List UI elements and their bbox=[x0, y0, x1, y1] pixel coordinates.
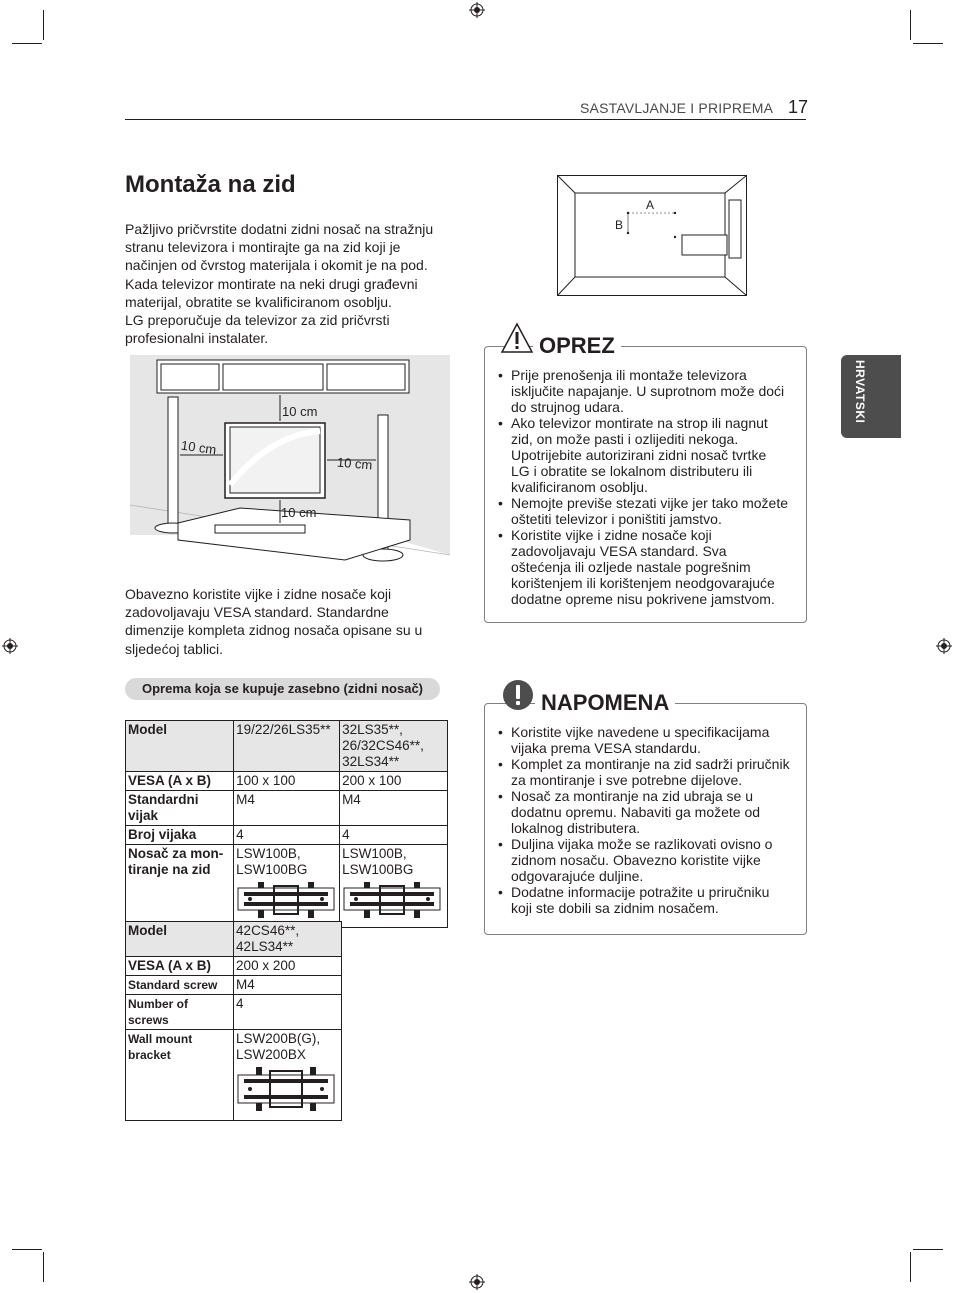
intro-paragraph bbox=[125, 220, 450, 347]
header-rule bbox=[125, 119, 806, 120]
language-tab-label: HRVATSKI bbox=[853, 360, 867, 424]
note-item: • Nosač za montiranje na zid ubraja se u dodatnu opremu. Nabaviti ga možete od lokalnog distributera. bbox=[498, 788, 798, 836]
wall-bracket-image bbox=[236, 880, 336, 920]
bracket-header: Wall mount bracket bbox=[126, 1030, 234, 1121]
crop-mark bbox=[43, 1252, 44, 1282]
caution-list bbox=[498, 367, 798, 607]
note-title: NAPOMENA bbox=[535, 690, 675, 716]
clearance-left-label: 10 cm bbox=[180, 437, 218, 458]
optional-accessory-label: Oprema koja se kupuje zasebno (zidni nosač) bbox=[125, 678, 440, 700]
screw-count-header: Number of screws bbox=[126, 995, 234, 1030]
clearance-top-label: 10 cm bbox=[282, 404, 318, 419]
exclamation-icon bbox=[502, 679, 534, 711]
tv-back-vesa-diagram bbox=[557, 175, 747, 296]
screw-count-value: 4 bbox=[340, 826, 448, 845]
page-title: Montaža na zid bbox=[125, 171, 296, 198]
vesa-value: 200 x 100 bbox=[340, 772, 448, 791]
note-item: • Komplet za montiranje na zid sadrži priručnik za montiranje i sve potrebne dijelove. bbox=[498, 756, 798, 788]
vesa-b-label: B bbox=[615, 218, 624, 232]
intro-line: materijal, obratite se kvalificiranom osoblju. bbox=[125, 293, 392, 310]
language-tab bbox=[841, 355, 901, 438]
registration-mark-icon bbox=[469, 1274, 485, 1290]
clearance-bottom-label: 10 cm bbox=[281, 505, 317, 520]
page-number: 17 bbox=[788, 97, 809, 117]
model-header: Model bbox=[126, 922, 234, 957]
vesa-a-label: A bbox=[646, 198, 655, 212]
wall-mount-spec-table-2 bbox=[125, 921, 342, 1121]
model-value: 19/22/26LS35** bbox=[234, 721, 340, 772]
intro-line: Pažljivo pričvrstite dodatni zidni nosač na stražnju bbox=[125, 221, 434, 237]
crop-mark bbox=[12, 43, 42, 44]
screw-value: M4 bbox=[340, 791, 448, 826]
note-item: • Koristite vijke navedene u specifikacijama vijaka prema VESA standardu. bbox=[498, 724, 798, 756]
bracket-value: LSW200B(G), LSW200BX bbox=[234, 1030, 342, 1121]
note-item: • Duljina vijaka može se razlikovati ovisno o zidnom nosaču. Obavezno koristite vijke odgovarajuće duljine. bbox=[498, 836, 798, 884]
vesa-line: dimenzije kompleta zidnog nosača opisane su u bbox=[125, 622, 423, 639]
note-item: • Dodatne informacije potražite u priručniku koji ste dobili sa zidnim nosačem. bbox=[498, 884, 798, 916]
vesa-line: Obavezno koristite vijke i zidne nosače koji bbox=[125, 586, 392, 602]
intro-line: profesionalni instalater. bbox=[125, 330, 269, 347]
bracket-value: LSW100B, LSW100BG bbox=[234, 845, 340, 928]
screw-value: M4 bbox=[234, 791, 340, 826]
crop-mark bbox=[910, 1252, 911, 1282]
crop-mark bbox=[913, 43, 943, 44]
bracket-value: LSW100B, LSW100BG bbox=[340, 845, 448, 928]
model-value: 32LS35**, 26/32CS46**, 32LS34** bbox=[340, 721, 448, 772]
note-list bbox=[498, 724, 798, 916]
vesa-value: 200 x 200 bbox=[234, 957, 342, 976]
vesa-value: 100 x 100 bbox=[234, 772, 340, 791]
vesa-header: VESA (A x B) bbox=[126, 772, 234, 791]
vesa-paragraph bbox=[125, 585, 450, 658]
registration-mark-icon bbox=[936, 638, 952, 654]
intro-line: Kada televizor montirate na neki drugi građevni bbox=[125, 275, 418, 292]
wall-mount-clearance-illustration bbox=[130, 355, 450, 575]
caution-item: • Prije prenošenja ili montaže televizora isključite napajanje. U suprotnom može doći do strujnog udara. bbox=[498, 367, 798, 415]
screw-header: Standard screw bbox=[126, 976, 234, 995]
screw-count-value: 4 bbox=[234, 995, 342, 1030]
registration-mark-icon bbox=[469, 2, 485, 18]
wall-mount-spec-table-1 bbox=[125, 720, 448, 928]
screw-count-value: 4 bbox=[234, 826, 340, 845]
registration-mark-icon bbox=[2, 638, 18, 654]
warning-triangle-icon bbox=[500, 322, 534, 354]
clearance-right-label: 10 cm bbox=[336, 454, 373, 473]
screw-count-header: Broj vijaka bbox=[126, 826, 234, 845]
wall-bracket-image bbox=[236, 1065, 336, 1113]
vesa-line: sljedećoj tablici. bbox=[125, 640, 224, 657]
crop-mark bbox=[913, 1249, 943, 1250]
vesa-line: zadovoljavaju VESA standard. Standardne bbox=[125, 604, 389, 621]
vesa-header: VESA (A x B) bbox=[126, 957, 234, 976]
screw-header: Standardni vijak bbox=[126, 791, 234, 826]
caution-item: • Koristite vijke i zidne nosače koji zadovoljavaju VESA standard. Sva oštećenja ili ozljede nastale pogrešnim korištenjem ili korištenjem neodgovarajuće dodatne opreme nisu pokrivene jamstvom. bbox=[498, 527, 798, 607]
caution-item: • Nemojte previše stezati vijke jer tako možete oštetiti televizor i poništiti jamstvo. bbox=[498, 495, 798, 527]
wall-bracket-image bbox=[342, 880, 442, 920]
crop-mark bbox=[910, 10, 911, 40]
caution-title: OPREZ bbox=[533, 333, 621, 359]
crop-mark bbox=[43, 10, 44, 40]
crop-mark bbox=[12, 1249, 42, 1250]
intro-line: LG preporučuje da televizor za zid pričvrsti bbox=[125, 312, 390, 329]
caution-item: • Ako televizor montirate na strop ili nagnut zid, on može pasti i ozlijediti nekoga. Upotrijebite autorizirani zidni nosač tvrtke LG i obratite se lokalnom distributeru ili kvalificiranom osoblju. bbox=[498, 415, 798, 495]
intro-line: stranu televizora i montirajte ga na zid koji je bbox=[125, 239, 401, 256]
screw-value: M4 bbox=[234, 976, 342, 995]
model-header: Model bbox=[126, 721, 234, 772]
model-value: 42CS46**, 42LS34** bbox=[234, 922, 342, 957]
bracket-header: Nosač za mon- tiranje na zid bbox=[126, 845, 234, 928]
intro-line: načinjen od čvrstog materijala i okomit je na pod. bbox=[125, 257, 428, 274]
section-header: SASTAVLJANJE I PRIPREMA bbox=[580, 100, 774, 116]
